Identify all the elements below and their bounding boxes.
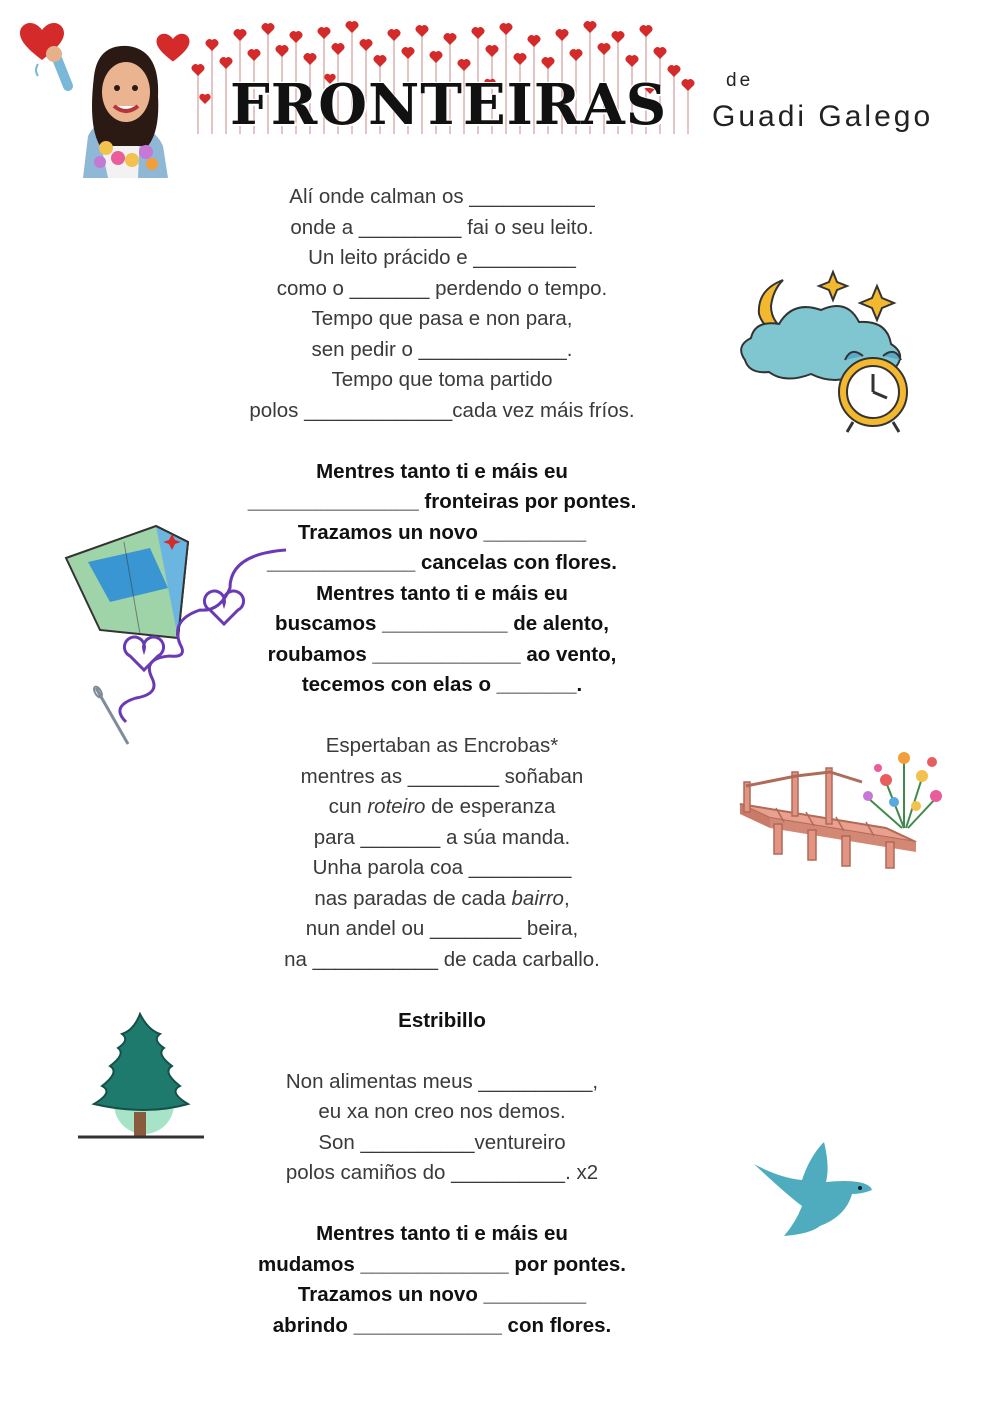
verse-2 <box>140 731 744 975</box>
page-title: FRONTEIRAS <box>230 72 668 138</box>
refrain-label <box>140 1006 744 1037</box>
lyric-line: polos _____________cada vez máis fríos. <box>249 398 635 422</box>
author-name: Guadi Galego <box>712 100 934 133</box>
lyric-line: roubamos _____________ ao vento, <box>267 642 617 666</box>
lyric-line: _____________ cancelas con flores. <box>267 551 617 574</box>
lyric-line: tecemos con elas o _______. <box>301 673 583 696</box>
chorus-1 <box>140 457 744 701</box>
lyric-italic: bairro <box>511 886 564 910</box>
bridge-flowers-icon <box>736 742 948 876</box>
lyric-line: polos camiños do __________. x2 <box>285 1161 599 1184</box>
lyric-line: Mentres tanto ti e máis eu <box>316 1222 568 1245</box>
lyric-italic: roteiro <box>367 795 426 818</box>
lyric-line: como o _______ perdendo o tempo. <box>276 276 608 300</box>
lyric-text: , <box>563 886 570 910</box>
lyric-line: eu xa non creo nos demos. <box>318 1100 566 1123</box>
lyric-line: para _______ a súa manda. <box>313 825 571 849</box>
lyric-line: sen pedir o _____________. <box>311 337 573 361</box>
lyric-line: Tempo que pasa e non para, <box>311 307 573 330</box>
lyric-line: mentres as ________ soñaban <box>300 764 584 788</box>
lyric-line: _______________ fronteiras por pontes. <box>247 490 637 513</box>
lyric-line: Non alimentas meus __________, <box>285 1069 599 1093</box>
lyric-text: cun <box>328 795 368 818</box>
lyric-line: onde a _________ fai o seu leito. <box>290 215 594 239</box>
lyric-line: mudamos _____________ por pontes. <box>257 1252 627 1276</box>
lyric-line: Espertaban as Encrobas* <box>325 734 559 757</box>
chorus-2 <box>140 1219 744 1341</box>
lyric-line: Son __________ventureiro <box>318 1130 566 1154</box>
lyric-line: Mentres tanto ti e máis eu <box>316 459 568 483</box>
verse-3 <box>140 1067 744 1189</box>
lyric-line: Estribillo <box>398 1008 486 1032</box>
lyric-text: de esperanza <box>425 795 556 818</box>
lyric-line: nun andel ou ________ beira, <box>305 917 579 940</box>
lyric-line: abrindo _____________ con flores. <box>272 1313 612 1337</box>
lyric-line: Trazamos un novo _________ <box>297 1283 587 1306</box>
lyric-line <box>140 792 744 823</box>
lyric-line: Alí onde calman os ___________ <box>289 185 595 208</box>
lyric-line: Un leito prácido e _________ <box>308 246 576 269</box>
night-sky-clock-icon <box>735 268 927 436</box>
byline-by: de <box>726 70 754 91</box>
lyric-line <box>140 884 744 915</box>
lyric-line: Trazamos un novo _________ <box>297 520 587 544</box>
avatar <box>28 36 173 178</box>
lyric-line: Tempo que toma partido <box>331 368 553 391</box>
verse-1 <box>140 182 744 426</box>
lyric-line: na ___________ de cada carballo. <box>284 947 600 971</box>
lyric-text: nas paradas de cada <box>314 886 512 910</box>
lyric-line: Mentres tanto ti e máis eu <box>316 581 568 605</box>
lyrics <box>140 182 744 1372</box>
lyric-line: buscamos ___________ de alento, <box>275 612 609 635</box>
bird-icon <box>750 1136 876 1238</box>
lyric-line: Unha parola coa _________ <box>312 856 572 879</box>
